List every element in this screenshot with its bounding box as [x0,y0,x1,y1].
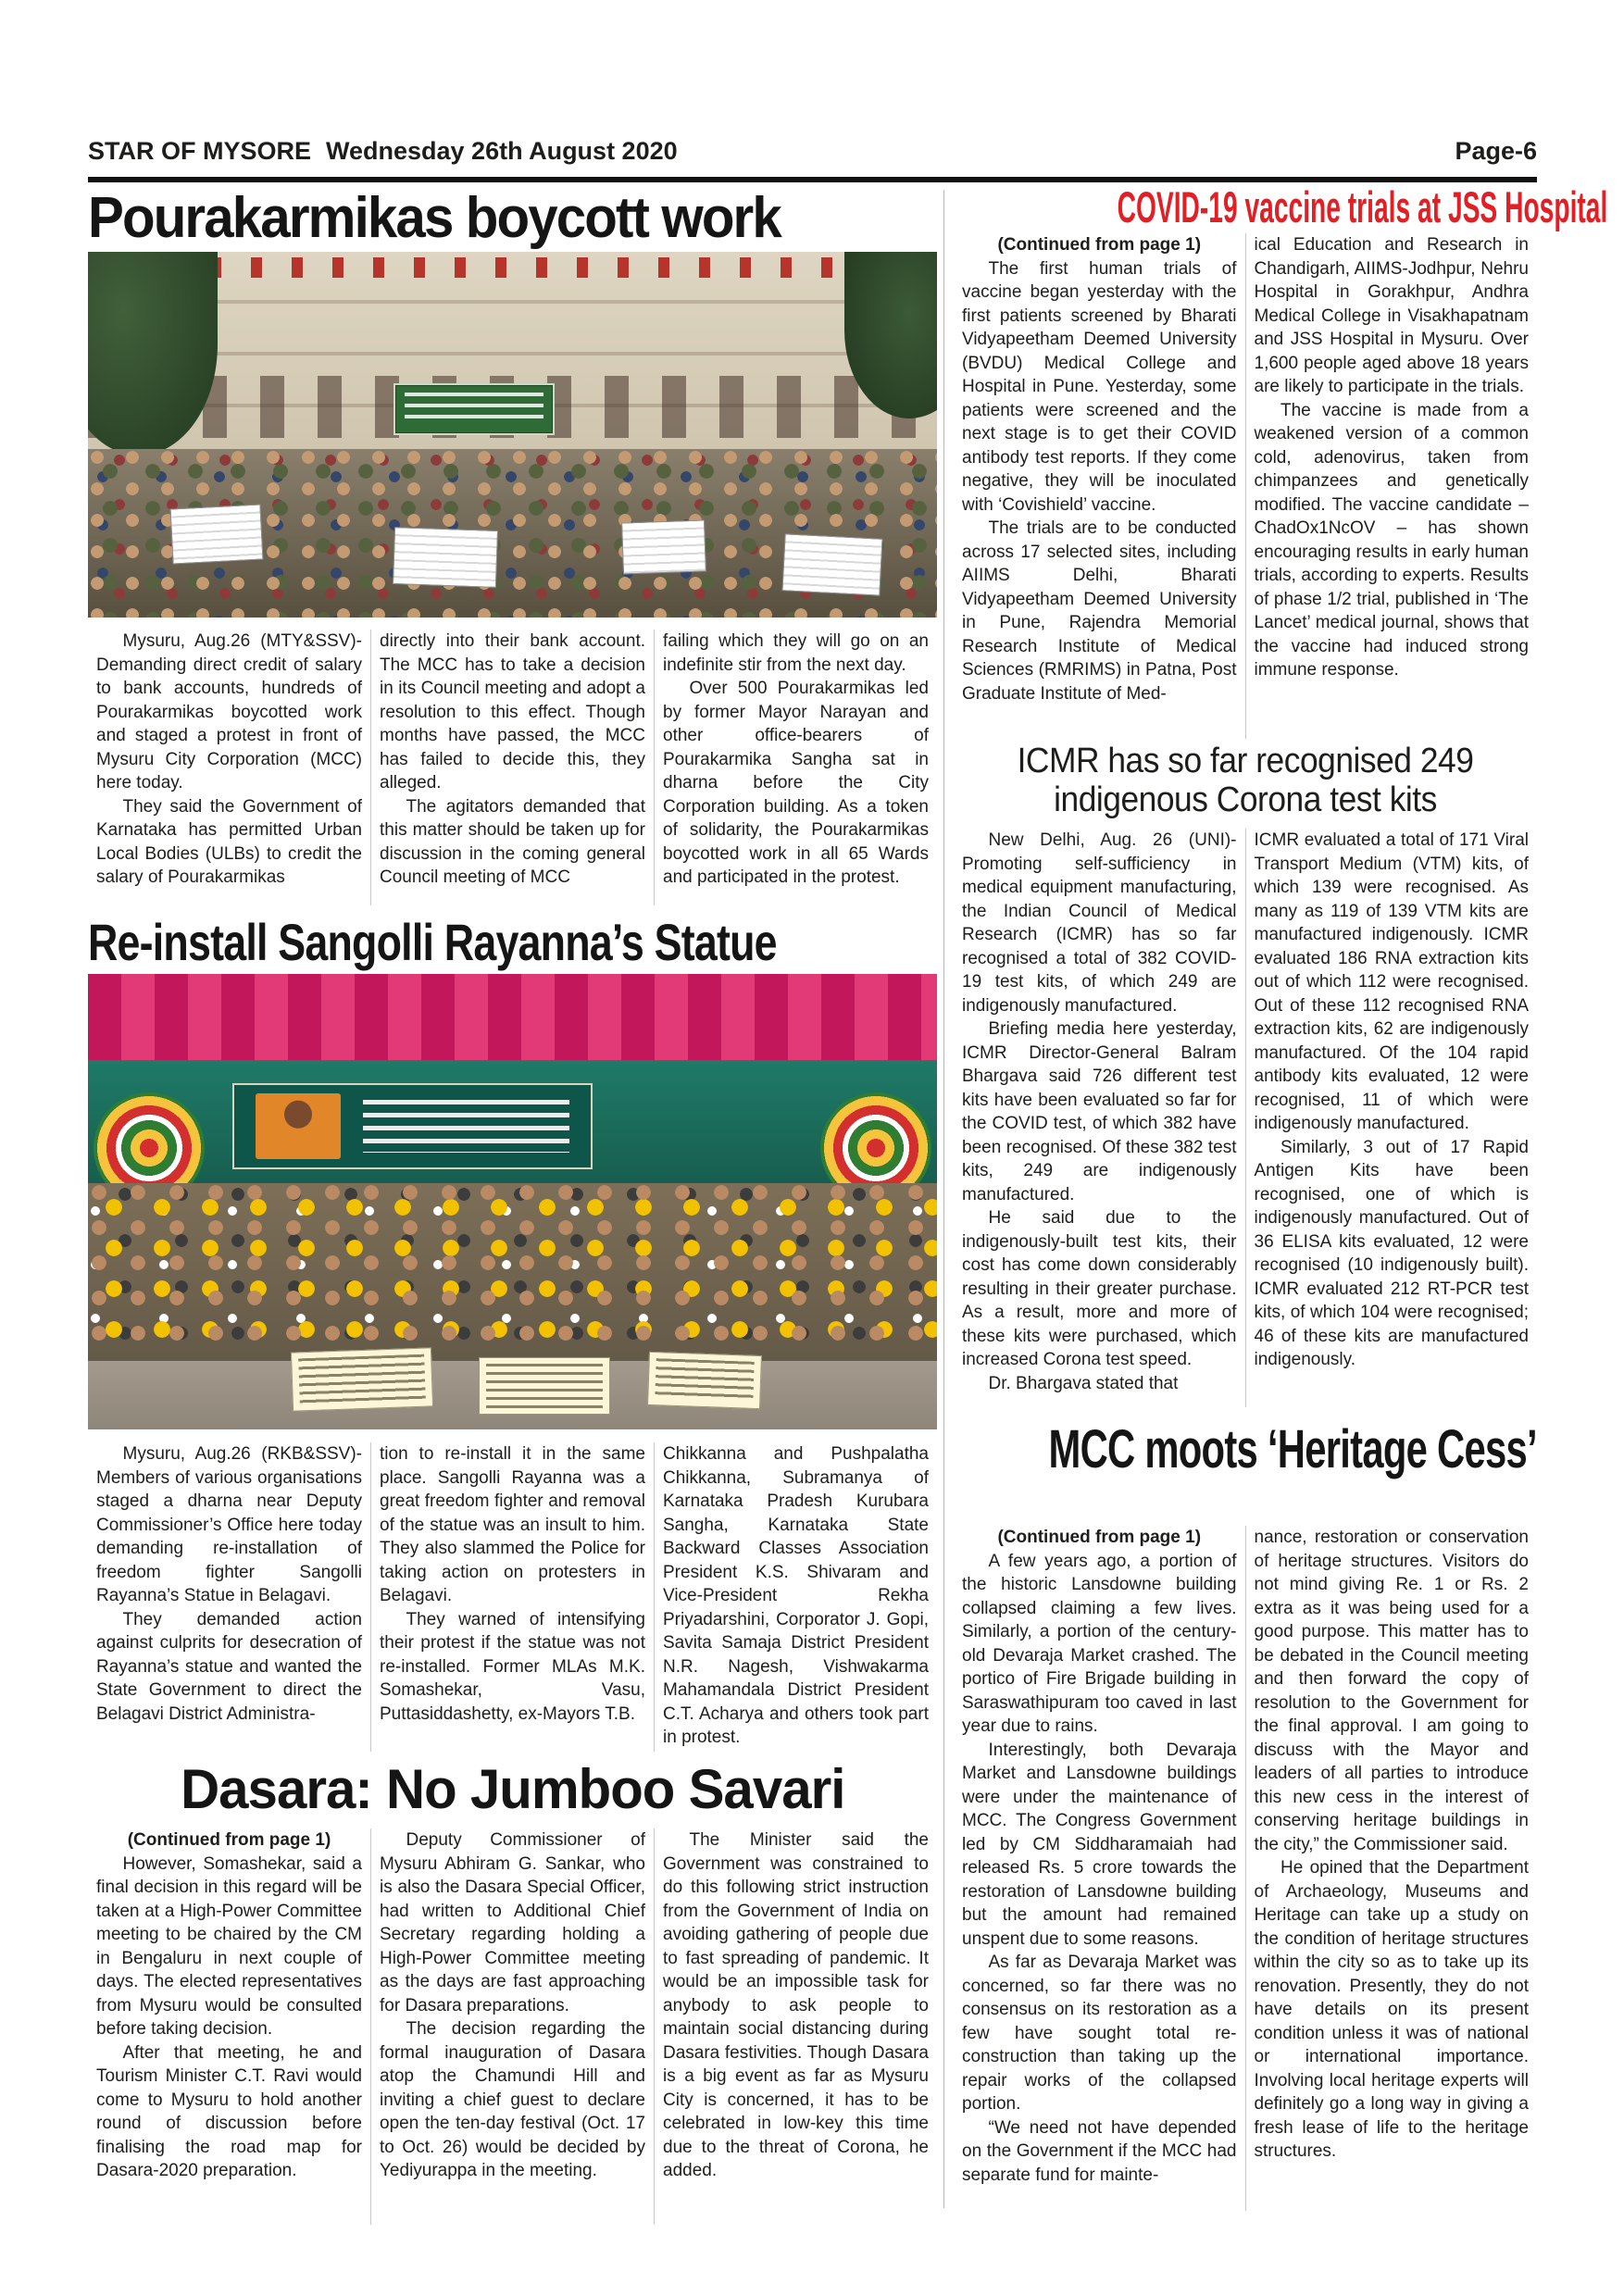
masthead: STAR OF MYSORE [88,137,312,165]
pandal-drape [88,974,937,1066]
paragraph: After that meeting, he and Tourism Minister C.T. Ravi would come to Mysuru to hold another round of discussion before finalising the road map for Dasara-2020 preparation. [96,2042,362,2180]
headline-covid-vaccine: COVID-19 vaccine trials at JSS Hospital [1117,182,1608,231]
article-column [1245,1526,1538,2211]
continued-from-note: (Continued from page 1) [997,1528,1202,1547]
article-icmr [954,742,1537,820]
page-number: Page-6 [1455,137,1537,165]
paragraph: However, Somashekar, said a final decision in this regard will be taken at a High-Power Committee meeting to be chaired by the CM in Bengaluru in next couple of days. The elected representatives from Mysuru would be consulted before taking decision. [96,1853,362,2039]
paragraph: failing which they will go on an indefinite stir from the next day. [663,631,929,675]
paragraph: The decision regarding the formal inauguration of Dasara atop the Chamundi Hill and inviting a chief guest to declare open the ten-day festival (Oct. 17 to Oct. 26) would be decided by Yediyurappa in the meeting. [380,2019,645,2180]
paragraph: tion to re-install it in the same place. Sangolli Rayanna was a great freedom fighter and removal of the statue was an insult to him. They also slammed the Police for taking action on protesters in Belagavi. [380,1444,645,1605]
paragraph: Over 500 Pourakarmikas led by former Mayor Narayan and other office-bearers of Pourakarmika Sangha sat in dharna before the City Corporation building. As a token of solidarity, the Pourakarmikas boycotted work in all 65 Wards and participated in the protest. [663,679,929,887]
sangolli-text [88,1442,937,1752]
paragraph: A few years ago, a portion of the historic Lansdowne building collapsed claiming a few lives. Similarly, a portion of the century-old Devaraja Market crashed. The portico of Fire Brigade building in Saraswathipuram too caved in last year due to rains. [962,1551,1237,1736]
article-column [370,1442,654,1752]
article-column [88,1828,370,2225]
paragraph: nance, restoration or conservation of heritage structures. Visitors do not mind giving Re. 1 or Rs. 2 extra as it was being used for a good purpose. This matter has to be debated in the Council meeting and then forward the copy of resolution to the Government for the final approval. I am going to discuss with the Mayor and leaders of all parties to introduce this new cess in the interest of conserving heritage buildings in the city,” the Commissioner said. [1254,1528,1529,1854]
dasara-text [88,1828,937,2225]
paragraph: The vaccine is made from a weakened version of a common cold, adenovirus, taken from chimpanzees and genetically modified. The vaccine candidate – ChadOx1NcOV – has shown encouraging results in early human trials, according to experts. Results of phase 1/2 trial, published in ‘The Lancet’ medical journal, shows that the vaccine had induced strong immune response. [1254,400,1529,680]
paragraph: Briefing media here yesterday, ICMR Director-General Balram Bhargava said 726 different test kits have been evaluated so far for the COVID test, of which 382 have been recognised. Of these 382 test kits, 249 are indigenously manufactured. [962,1019,1237,1204]
paragraph: ICMR evaluated a total of 171 Viral Transport Medium (VTM) kits, of which 139 were recognised. As many as 119 of 139 VTM kits are manufactured indigenously. ICMR evaluated 186 RNA extraction kits out of which 112 were recognised. Out of these 112 recognised RNA extraction kits, 62 are indigenously manufactured. Of the 104 rapid antibody kits evaluated, 12 were recognised, 11 of which were indigenously manufactured. [1254,830,1529,1133]
article-column [654,1828,937,2225]
paragraph: The Minister said the Government was constrained to do this following strict instruction from the Government of India on avoiding gathering of people due to fast spreading of pandemic. It would be an impossible task for anybody to ask people to maintain social distancing during Dasara festivities. Though Dasara is a big event as far as Mysuru City is concerned, it has to be celebrated in low-key this time due to the threat of Corona, he added. [663,1830,929,2180]
paragraph: The trials are to be conducted across 17 selected sites, including AIIMS Delhi, Bharati Vidyapeetham Deemed University in Pune, Rajendra Memorial Research Institute of Medical Sciences (RMRIMS) in Patna, Post Graduate Institute of Med- [962,518,1237,704]
article-column [1245,829,1538,1407]
headline-sangolli: Re-install Sangolli Rayanna’s Statue [88,913,777,971]
paragraph: Deputy Commissioner of Mysuru Abhiram G. Sankar, who is also the Dasara Special Officer, had written to Additional Chief Secretary regarding holding a High-Power Committee meeting as the days are fast approaching for Dasara preparations. [380,1830,645,2015]
headline-pourakarmikas: Pourakarmikas boycott work [88,186,781,250]
continued-from-note: (Continued from page 1) [127,1830,331,1850]
article-column [654,1442,937,1752]
article-covid [954,181,1608,232]
article-column [88,1442,370,1752]
article-column [954,233,1245,739]
paragraph: Mysuru, Aug.26 (MTY&SSV)- Demanding direct credit of salary to bank accounts, hundreds of Pourakarmikas boycotted work and staged a protest in front of Mysuru City Corporation (MCC) here today. [96,631,362,792]
rayanna-portrait-banner [232,1083,593,1169]
headline-icmr: ICMR has so far recognised 249 indigenous Corona test kits [1017,742,1474,819]
article-column [370,1828,654,2225]
article-pourakarmikas [88,185,937,251]
paragraph: Dr. Bhargava stated that [988,1373,1179,1393]
article-column [370,630,654,905]
placard [291,1347,433,1411]
paragraph: Mysuru, Aug.26 (RKB&SSV)- Members of various organisations staged a dharna near Deputy Commissioner’s Office here today demanding re-installation of freedom fighter Sangolli Rayanna’s Statue in Belagavi. [96,1444,362,1605]
article-column [88,630,370,905]
paragraph: They demanded action against culprits for desecration of Rayanna’s statue and wanted the State Government to direct the Belagavi District Administra- [96,1609,362,1724]
paragraph: ical Education and Research in Chandigarh, AIIMS-Jodhpur, Nehru Hospital in Gorakhpur, Andhra Medical College in Visakhapatnam and JSS Hospital in Mysuru. Over 1,600 people aged above 18 years are likely to participate in the trials. [1254,235,1529,396]
paragraph: Chikkanna and Pushpalatha Chikkanna, Subramanya of Karnataka Pradesh Kurubara Sangha, Karnataka State Backward Classes Association President K.S. Shivaram and Vice-President Rekha Priyadarshini, Corporator J. Gopi, Savita Samaja District President N.R. Nagesh, Vishwakarma Mahamandala District President C.T. Acharya and others took part in protest. [663,1444,929,1747]
placard [647,1352,762,1409]
section-divider [943,190,944,2208]
placard [393,527,498,588]
article-column [954,829,1245,1407]
pourakarmikas-text [88,630,937,905]
protest-banner [394,383,555,435]
paragraph: As far as Devaraja Market was concerned, so far there was no consensus on its restoration as a few have sought total re-construction than taking up the repair works of the collapsed portion. [962,1953,1237,2114]
placard [781,533,882,595]
paragraph: They said the Government of Karnataka has permitted Urban Local Bodies (ULBs) to credit the salary of Pourakarmikas [96,796,362,887]
placard [479,1357,610,1415]
paragraph: They warned of intensifying their protest if the statue was not re-installed. Former MLAs M.K. Somashekar, Vasu, Puttasiddashetty, ex-Mayors T.B. [380,1609,645,1724]
paragraph: New Delhi, Aug. 26 (UNI)- Promoting self-sufficiency in medical equipment manufacturing, the Indian Council of Medical Research (ICMR) has so far recognised a total of 382 COVID-19 test kits, of which 249 are indigenously manufactured. [962,830,1237,1016]
article-column [1245,233,1538,739]
continued-from-note: (Continued from page 1) [997,235,1202,255]
headline-mcc-heritage-cess: MCC moots ‘Heritage Cess’ [1048,1419,1537,1479]
paragraph: He said due to the indigenously-built test kits, their cost has come down considerably resulting in their greater purchase. As a result, more and more of these kits were purchased, which increased Corona test speed. [962,1208,1237,1369]
paragraph: The first human trials of vaccine began yesterday with the first patients screened by Bharati Vidyapeetham Deemed University (BVDU) Medical College and Hospital in Pune. Yesterday, some patients were screened and the next stage is to get their COVID antibody test reports. If they come negative, they will be inoculated with ‘Covishield’ vaccine. [962,258,1237,515]
paragraph: Interestingly, both Devaraja Market and Lansdowne buildings were under the maintenance of MCC. The Congress Government led by CM Siddharamaiah had released Rs. 5 crore towards the restoration of Lansdowne building but the amount had remained unspent due to some reasons. [962,1740,1237,1949]
article-column [954,1526,1245,2211]
article-dasara [88,1757,937,1821]
paragraph: He opined that the Department of Archaeology, Museums and Heritage can take up a study on the condition of heritage structures within the city so as to take up its renovation. Presently, they do not have details on its present condition unless it was of national or international importance. Involving local heritage experts will definitely go a long way in giving a fresh lease of life to the heritage structures. [1254,1858,1529,2161]
paragraph: The agitators demanded that this matter should be taken up for discussion in the coming general Council meeting of MCC [380,796,645,887]
covid-text [954,233,1537,739]
article-mcc [954,1418,1537,1480]
dharna-crowd [88,1183,937,1361]
paragraph: directly into their bank account. The MCC has to take a decision in its Council meeting and adopt a resolution to this effect. Though months have passed, the MCC has failed to decide this, they alleged. [380,631,645,792]
placard [169,504,263,564]
paragraph: “We need not have depended on the Government if the MCC had separate fund for mainte- [962,2117,1237,2185]
paragraph: Similarly, 3 out of 17 Rapid Antigen Kits have been recognised, one of which is indigenously manufactured. Out of 36 ELISA kits evaluated, 12 were recognised (10 indigenously built). ICMR evaluated 212 RT-PCR test kits, of which 104 were recognised; 46 of these kits are manufactured indigenously. [1254,1137,1529,1369]
article-column [654,630,937,905]
sangolli-dharna-photo [88,974,937,1429]
headline-dasara: Dasara: No Jumboo Savari [180,1758,845,1820]
pourakarmikas-protest-photo [88,252,937,618]
placard [621,519,706,574]
issue-date: Wednesday 26th August 2020 [326,137,678,165]
mcc-text [954,1526,1537,2211]
article-sangolli [88,912,937,972]
icmr-text [954,829,1537,1407]
